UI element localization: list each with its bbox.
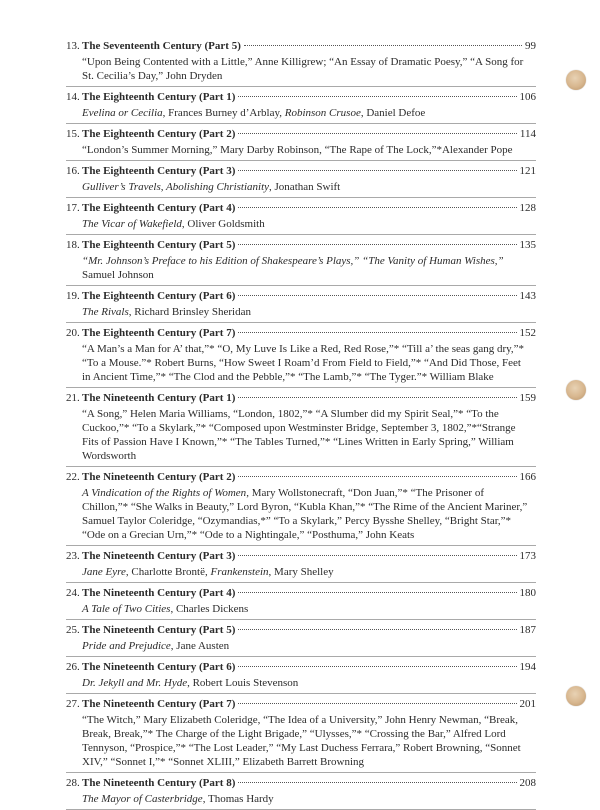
toc-entry [66,286,536,323]
page-number: 180 [519,587,536,599]
dot-leader [238,332,516,333]
toc-entry [66,694,536,773]
page-number: 194 [519,661,536,673]
chapter-title: The Eighteenth Century (Part 5) [82,239,236,251]
chapter-title: The Eighteenth Century (Part 4) [82,202,236,214]
chapter-number: 25. [66,624,80,636]
chapter-readings [66,486,536,542]
chapter-number: 27. [66,698,80,710]
toc-entry [66,467,536,546]
chapter-title: The Nineteenth Century (Part 8) [82,777,236,789]
reading-title-italic: The Vicar of Wakefield [82,218,182,230]
toc-entry-heading [66,388,536,407]
reading-title-italic: The Mayor of Casterbridge [82,793,203,805]
dot-leader [238,96,516,97]
toc-entry [66,773,536,810]
toc-entry [66,323,536,388]
page-number: 135 [519,239,536,251]
toc-entry-heading [66,694,536,713]
reading-text: “London’s Summer Morning,” Mary Darby Robinson, “The Rape of The Lock,”*Alexander Pope [82,144,513,156]
reading-text: “The Witch,” Mary Elizabeth Coleridge, “The Idea of a University,” John Henry Newman, “Break, Break, Break,”* The Charge of the Light Brigade,” “Ulysses,”* “Crossing the Bar,” Alfred Lord Tennyson, “Prospice,”* “The Lost Leader,” “My Last Duchess Ferrara,” Robert Browning, “Sonnet XIV,” “Sonnet I,”* “Sonnet XLIII,” Elizabeth Barrett Browning [82,714,521,768]
toc-entry-heading [66,657,536,676]
page-number: 187 [519,624,536,636]
page-number: 114 [519,128,536,140]
chapter-readings [66,217,536,231]
page-number: 106 [519,91,536,103]
toc-entry-heading [66,546,536,565]
reading-title-italic: Evelina or Cecilia [82,107,163,119]
chapter-title: The Seventeenth Century (Part 5) [82,40,241,52]
chapter-title: The Eighteenth Century (Part 1) [82,91,236,103]
reading-text: , Frances Burney d’Arblay, [162,107,285,119]
toc-entry [66,388,536,467]
reading-text: “A Man’s a Man for A’ that,”* “O, My Luve Is Like a Red, Red Rose,”* “Till a’ the seas gang dry,”* “To a Mouse.”* Robert Burns, “How Sweet I Roam’d From Field to Field,”* “And Did Those, Feet in Ancient Time,”* “The Clod and the Pebble,”* “The Lamb,”* “The Tyger.”* William Blake [82,343,525,383]
chapter-number: 15. [66,128,80,140]
chapter-title: The Nineteenth Century (Part 4) [82,587,236,599]
toc-entry-heading [66,198,536,217]
chapter-number: 18. [66,239,80,251]
chapter-number: 20. [66,327,80,339]
dot-leader [238,170,516,171]
chapter-title: The Eighteenth Century (Part 6) [82,290,236,302]
binder-hole-icon [566,70,586,90]
toc-entry-heading [66,36,536,55]
chapter-readings [66,254,536,282]
reading-text: , Mary Shelley [268,566,334,578]
chapter-readings [66,676,536,690]
page-number: 99 [525,40,536,52]
toc-entry-heading [66,467,536,486]
reading-text: , Robert Louis Stevenson [187,677,299,689]
toc-entry-heading [66,87,536,106]
chapter-readings [66,143,536,157]
reading-text: “A Song,” Helen Maria Williams, “London, 1802,”* “A Slumber did my Spirit Seal,”* “To the Cuckoo,”* “To a Skylark,”* “Composed upon Westminster Bridge, September 3, 1802,”*“Strange Fits of Passion Have I Known,”* “The Tables Turned,”* “Lines Written in Early Spring,” William Wordsworth [82,408,516,462]
dot-leader [238,133,517,134]
dot-leader [238,782,516,783]
reading-text: , Richard Brinsley Sheridan [128,306,251,318]
toc-entry-heading [66,773,536,792]
page-number: 128 [519,202,536,214]
reading-text: , Thomas Hardy [202,793,274,805]
reading-title-italic: The Rivals [82,306,129,318]
dot-leader [238,295,516,296]
chapter-title: The Nineteenth Century (Part 2) [82,471,236,483]
toc-entry-heading [66,235,536,254]
chapter-number: 22. [66,471,80,483]
chapter-number: 23. [66,550,80,562]
chapter-number: 26. [66,661,80,673]
reading-text: , Charles Dickens [170,603,249,615]
reading-title-italic: A Vindication of the Rights of Women [82,487,247,499]
page-number: 159 [519,392,536,404]
toc-entry [66,620,536,657]
table-of-contents [66,36,536,810]
chapter-title: The Nineteenth Century (Part 1) [82,392,236,404]
chapter-number: 17. [66,202,80,214]
dot-leader [238,397,516,398]
chapter-number: 14. [66,91,80,103]
chapter-readings [66,180,536,194]
toc-entry [66,198,536,235]
toc-entry [66,161,536,198]
reading-title-italic: Jane Eyre [82,566,126,578]
page-number: 173 [519,550,536,562]
reading-title-italic: Pride and Prejudice [82,640,171,652]
toc-entry [66,657,536,694]
chapter-number: 28. [66,777,80,789]
chapter-readings [66,713,536,769]
toc-entry-heading [66,124,536,143]
dot-leader [238,476,516,477]
dot-leader [238,666,516,667]
chapter-readings [66,106,536,120]
toc-entry [66,124,536,161]
dot-leader [238,592,516,593]
page-number: 143 [519,290,536,302]
chapter-title: The Eighteenth Century (Part 2) [82,128,236,140]
chapter-number: 19. [66,290,80,302]
dot-leader [238,244,516,245]
reading-title-italic: “Mr. Johnson’s Preface to his Edition of Shakespeare’s Plays,” “The Vanity of Human Wishes,” [82,255,504,267]
reading-text: , Charlotte Brontë, [125,566,211,578]
chapter-title: The Nineteenth Century (Part 7) [82,698,236,710]
page-number: 201 [519,698,536,710]
reading-text: , Oliver Goldsmith [181,218,265,230]
chapter-readings [66,602,536,616]
toc-entry [66,583,536,620]
toc-entry-heading [66,161,536,180]
chapter-number: 21. [66,392,80,404]
binder-hole-icon [566,380,586,400]
reading-text: , Mary Wollstonecraft, “Don Juan,”* “The Prisoner of Chillon,”* “She Walks in Beauty,” Lord Byron, “Kubla Khan,”* “The Rime of the Ancient Mariner,” Samuel Taylor Coleridge, “Ozymandias,*” “To a Skylark,” Percy Bysshe Shelley, “Bright Star,”* “Ode on a Grecian Urn,”* “Ode to a Nightingale,” “Posthuma,” John Keats [82,487,528,541]
toc-entry [66,235,536,286]
reading-title-italic: Dr. Jekyll and Mr. Hyde [82,677,188,689]
reading-title-italic: Frankenstein [210,566,269,578]
toc-entry-heading [66,286,536,305]
chapter-readings [66,305,536,319]
reading-title-italic: Gulliver’s Travels, Abolishing Christianity [82,181,270,193]
chapter-title: The Nineteenth Century (Part 6) [82,661,236,673]
chapter-number: 24. [66,587,80,599]
dot-leader [238,555,516,556]
chapter-readings [66,792,536,806]
dot-leader [238,207,516,208]
reading-text: “Upon Being Contented with a Little,” Anne Killigrew; “An Essay of Dramatic Poesy,” “A Song for St. Cecilia’s Day,” John Dryden [82,56,524,82]
chapter-number: 13. [66,40,80,52]
page-number: 152 [519,327,536,339]
chapter-readings [66,407,536,463]
page-number: 121 [519,165,536,177]
chapter-title: The Eighteenth Century (Part 7) [82,327,236,339]
chapter-readings [66,565,536,579]
dot-leader [238,703,516,704]
chapter-title: The Nineteenth Century (Part 5) [82,624,236,636]
reading-title-italic: A Tale of Two Cities [82,603,171,615]
reading-text: , Daniel Defoe [360,107,426,119]
chapter-title: The Eighteenth Century (Part 3) [82,165,236,177]
chapter-number: 16. [66,165,80,177]
page-number: 166 [519,471,536,483]
binder-hole-icon [566,686,586,706]
chapter-readings [66,639,536,653]
dot-leader [238,629,516,630]
reading-text: , Jonathan Swift [269,181,341,193]
toc-entry [66,87,536,124]
toc-entry [66,36,536,87]
reading-text: Samuel Johnson [82,269,154,281]
toc-entry-heading [66,583,536,602]
dot-leader [244,45,522,46]
page-number: 208 [519,777,536,789]
toc-entry-heading [66,323,536,342]
chapter-readings [66,342,536,384]
chapter-title: The Nineteenth Century (Part 3) [82,550,236,562]
chapter-readings [66,55,536,83]
reading-title-italic: Robinson Crusoe [284,107,361,119]
toc-entry [66,546,536,583]
reading-text: , Jane Austen [170,640,230,652]
toc-entry-heading [66,620,536,639]
